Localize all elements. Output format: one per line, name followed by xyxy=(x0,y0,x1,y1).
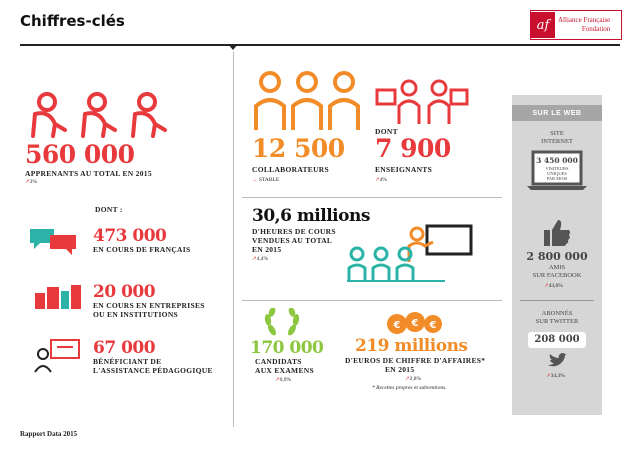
staff-change: → STABLE xyxy=(252,177,280,183)
pedagogy-value: 67 000 xyxy=(93,338,156,358)
section-divider-2 xyxy=(242,300,502,301)
learners-label: APPRENANTS AU TOTAL EN 2015 xyxy=(25,169,152,178)
column-divider xyxy=(233,52,234,427)
twitter-bird-icon xyxy=(547,353,567,369)
svg-text:€: € xyxy=(393,320,401,331)
hours-label3: EN 2015 xyxy=(252,245,282,254)
learners-people-icon xyxy=(25,90,175,140)
revenue-note: * Recettes propres et subventions. xyxy=(372,385,447,391)
company-courses-label2: OU EN INSTITUTIONS xyxy=(93,310,179,319)
french-courses-value: 473 000 xyxy=(93,226,167,246)
revenue-label1: D'EUROS DE CHIFFRE D'AFFAIRES* xyxy=(345,356,486,365)
section-divider-1 xyxy=(242,197,502,198)
up-arrow-icon: ↗ xyxy=(546,373,551,379)
teachers-label: ENSEIGNANTS xyxy=(375,165,433,174)
fb-label1: AMIS xyxy=(548,264,566,271)
up-arrow-icon: ↗ xyxy=(544,283,549,289)
thumbs-up-icon xyxy=(542,218,572,248)
site-sub2: UNIQUES xyxy=(547,171,567,176)
tw-change: ↗34,3% xyxy=(546,373,565,379)
fb-value: 2 800 000 xyxy=(526,250,588,263)
exams-value: 170 000 xyxy=(250,338,324,358)
exams-change: ↗0,9% xyxy=(275,377,292,383)
page-title: Chiffres-clés xyxy=(20,12,125,30)
logo-mark: af xyxy=(531,12,555,38)
site-value: 3 450 000 xyxy=(536,156,578,165)
teachers-change: ↗4% xyxy=(375,177,387,183)
teachers-value: 7 900 xyxy=(375,134,451,163)
hours-value: 30,6 millions xyxy=(252,206,370,226)
logo-line1: Alliance Française xyxy=(558,16,611,24)
footer-text: Rapport Data 2015 xyxy=(20,430,78,438)
right-arrow-icon: → xyxy=(252,177,259,183)
buildings-icon xyxy=(33,283,83,311)
site-sub3: PAR MOIS xyxy=(546,176,568,181)
revenue-change: ↗2,8% xyxy=(405,376,422,382)
hours-label2: VENDUES AU TOTAL xyxy=(252,236,333,245)
classroom-icon xyxy=(345,222,475,284)
svg-text:€: € xyxy=(411,318,419,329)
teachers-icon xyxy=(375,78,470,128)
teachers-dont: DONT xyxy=(375,127,398,136)
alliance-francaise-logo xyxy=(530,10,622,40)
hours-label1: D'HEURES DE COURS xyxy=(252,227,336,236)
coins-icon xyxy=(385,310,443,336)
company-courses-value: 20 000 xyxy=(93,282,156,302)
up-arrow-icon: ↗ xyxy=(252,256,257,262)
tw-label2: SUR TWITTER xyxy=(535,318,579,325)
pedagogy-label1: BÉNÉFICIANT DE xyxy=(93,357,162,366)
company-courses-label1: EN COURS EN ENTREPRISES xyxy=(93,301,205,310)
staff-people-icon xyxy=(252,68,362,134)
up-arrow-icon: ↗ xyxy=(275,377,280,383)
site-label1: SITE xyxy=(550,130,564,137)
header-rule xyxy=(20,44,620,46)
logo-line2: Fondation xyxy=(581,25,611,33)
panel-divider xyxy=(520,300,594,301)
web-panel-title: SUR LE WEB xyxy=(512,105,602,121)
speech-bubbles-icon xyxy=(28,225,78,255)
dont-label: DONT : xyxy=(95,205,123,214)
up-arrow-icon: ↗ xyxy=(25,179,30,185)
revenue-label2: EN 2015 xyxy=(385,365,415,374)
up-arrow-icon: ↗ xyxy=(405,376,410,382)
tw-value: 208 000 xyxy=(528,332,586,348)
teacher-board-icon xyxy=(33,338,83,374)
exams-label1: CANDIDATS xyxy=(255,357,302,366)
learners-value: 560 000 xyxy=(25,140,135,169)
svg-text:€: € xyxy=(429,320,437,331)
fb-change: ↗43,6% xyxy=(544,283,563,289)
site-sub1: VISITEURS xyxy=(545,166,569,171)
staff-value: 12 500 xyxy=(252,134,345,163)
laurel-icon xyxy=(262,308,302,340)
pedagogy-label2: L'ASSISTANCE PÉDAGOGIQUE xyxy=(93,366,213,375)
revenue-value: 219 millions xyxy=(355,336,468,356)
site-label2: INTERNET xyxy=(541,138,573,145)
exams-label2: AUX EXAMENS xyxy=(255,366,314,375)
hours-change: ↗4,4% xyxy=(252,256,269,262)
fb-label2: SUR FACEBOOK xyxy=(532,272,582,279)
french-courses-label: EN COURS DE FRANÇAIS xyxy=(93,245,191,254)
up-arrow-icon: ↗ xyxy=(375,177,380,183)
learners-change: ↗3% xyxy=(25,179,37,185)
staff-label: COLLABORATEURS xyxy=(252,165,329,174)
header-notch xyxy=(228,44,238,50)
tw-label1: ABONNÉS xyxy=(541,310,573,317)
